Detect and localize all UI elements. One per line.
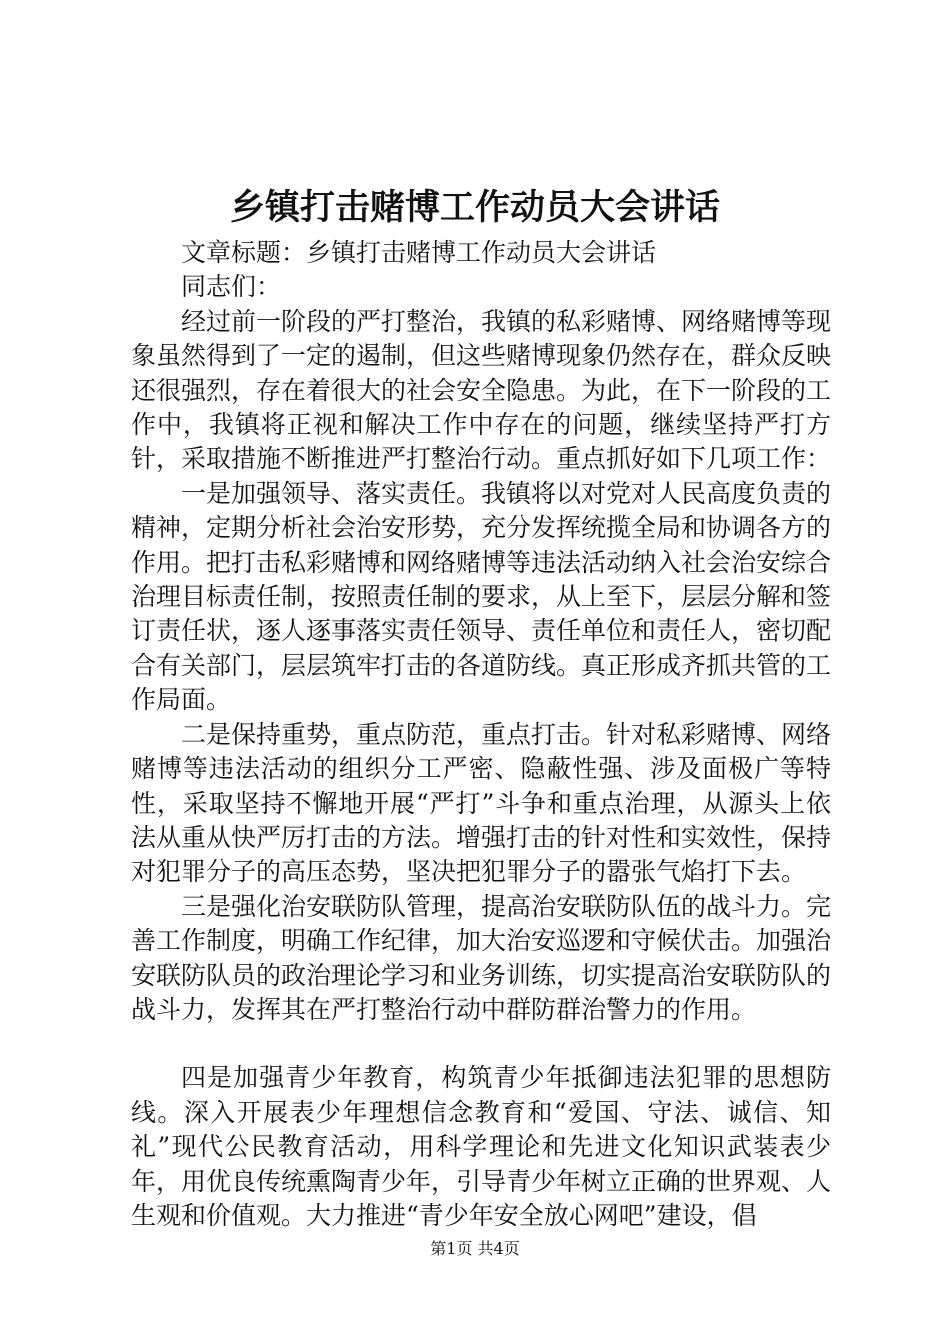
paragraph-three: 三是强化治安联防队管理，提高治安联防队伍的战斗力。完善工作制度，明确工作纪律，加大治安巡逻和守候伏击。加强治安联防队员的政治理论学习和业务训练，切实提高治安联防队的战斗力，发挥其在严打整治行动中群防群治警力的作用。 — [131, 891, 832, 1024]
paragraph-four: 四是加强青少年教育，构筑青少年抵御违法犯罪的思想防线。深入开展表少年理想信念教育和“爱国、守法、诚信、知礼”现代公民教育活动，用科学理论和先进文化知识武装表少年，用优良传统熏陶青少年，引导青少年树立正确的世界观、人生观和价值观。大力推进“青少年安全放心网吧”建设，倡 — [131, 1063, 832, 1230]
paragraph-intro: 经过前一阶段的严打整治，我镇的私彩赌博、网络赌博等现象虽然得到了一定的遏制，但这些赌博现象仍然存在，群众反映还很强烈，存在着很大的社会安全隐患。为此，在下一阶段的工作中，我镇将正视和解决工作中存在的问题，继续坚持严打方针，采取措施不断推进严打整治行动。重点抓好如下几项工作： — [131, 306, 832, 474]
paragraph-one: 一是加强领导、落实责任。我镇将以对党对人民高度负责的精神，定期分析社会治安形势，充分发挥统揽全局和协调各方的作用。把打击私彩赌博和网络赌博等违法活动纳入社会治安综合治理目标责任制，按照责任制的要求，从上至下，层层分解和签订责任状，逐人逐事落实责任领导、责任单位和责任人，密切配合有关部门，层层筑牢打击的各道防线。真正形成齐抓共管的工作局面。 — [131, 478, 832, 715]
paragraph-two: 二是保持重势，重点防范，重点打击。针对私彩赌博、网络赌博等违法活动的组织分工严密、隐蔽性强、涉及面极广等特性，采取坚持不懈地开展“严打”斗争和重点治理，从源头上依法从重从快严厉打击的方法。增强打击的针对性和实效性，保持对犯罪分子的高压态势，坚决把犯罪分子的嚣张气焰打下去。 — [131, 719, 832, 887]
document-body — [131, 236, 831, 1233]
article-title-line: 文章标题：乡镇打击赌博工作动员大会讲话 — [181, 238, 657, 267]
salutation: 同志们： — [181, 272, 282, 302]
page-number-footer: 第1页 共4页 — [430, 1239, 520, 1258]
document-title: 乡镇打击赌博工作动员大会讲话 — [229, 187, 720, 228]
